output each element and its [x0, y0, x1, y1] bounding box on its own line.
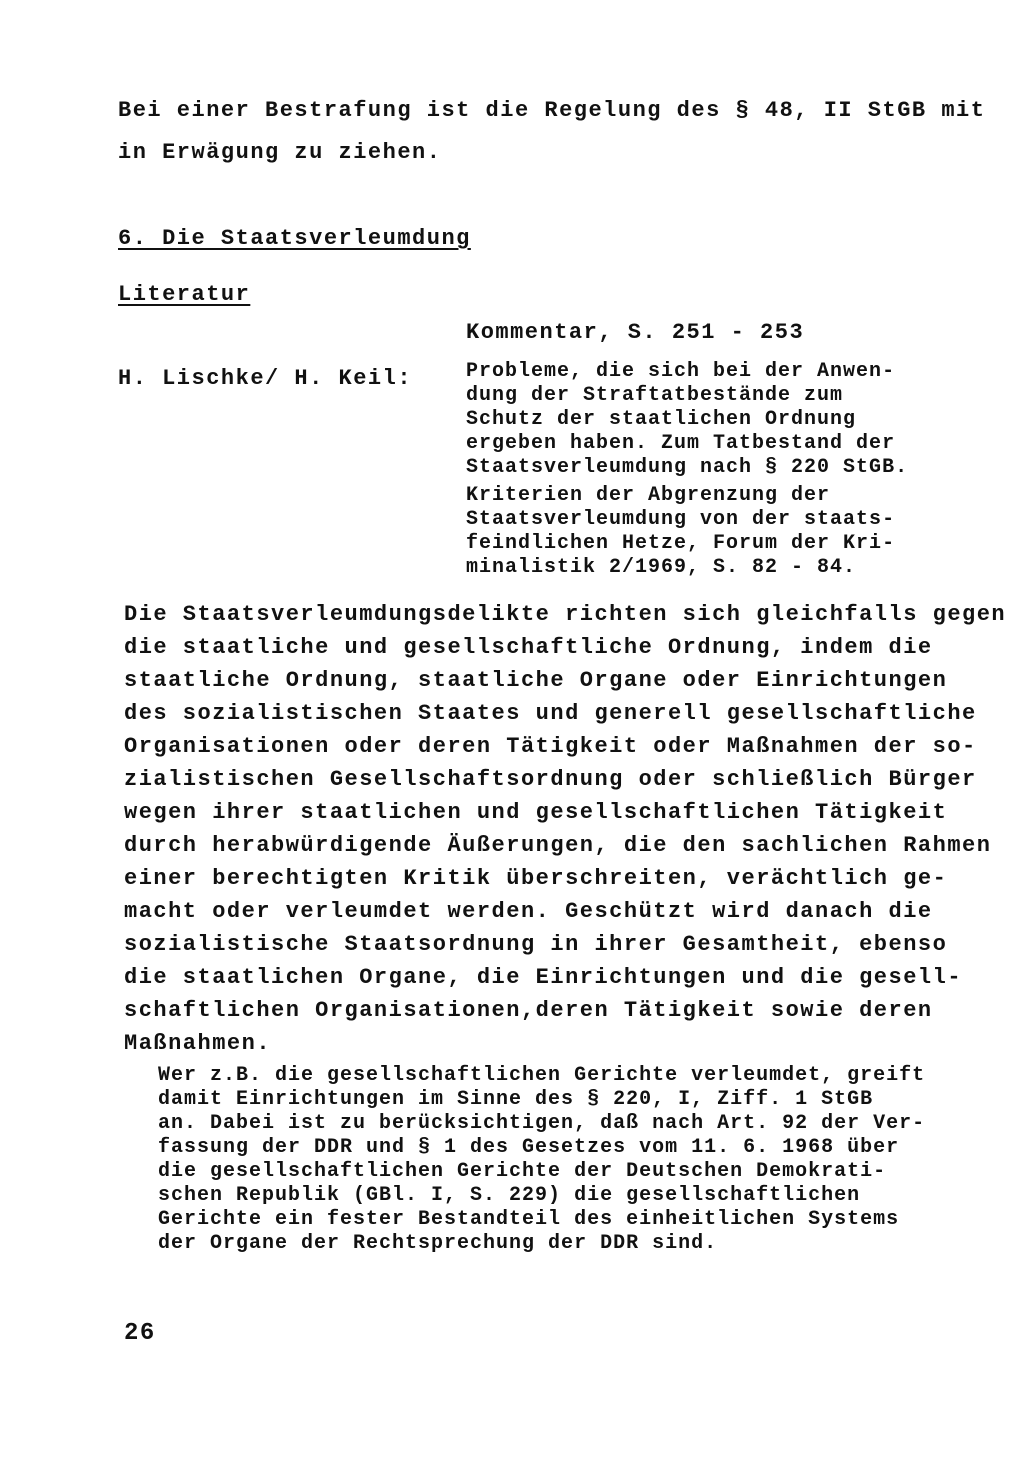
reference-1-line: Staatsverleumdung nach § 220 StGB. — [466, 456, 909, 479]
body-line: wegen ihrer staatlichen und gesellschaftlichen Tätigkeit — [124, 800, 948, 825]
body-line: durch herabwürdigende Äußerungen, die den sachlichen Rahmen — [124, 833, 992, 858]
reference-1-line: Schutz der staatlichen Ordnung — [466, 408, 857, 431]
reference-1-line: Probleme, die sich bei der Anwen- — [466, 360, 896, 383]
body-line: zialistischen Gesellschaftsordnung oder schließlich Bürger — [124, 767, 977, 792]
body-line: die staatlichen Organe, die Einrichtungen und die gesell- — [124, 965, 963, 990]
body-line: schaftlichen Organisationen,deren Tätigkeit sowie deren — [124, 998, 933, 1023]
reference-2-line: Kriterien der Abgrenzung der — [466, 484, 831, 507]
body-line: einer berechtigten Kritik überschreiten, verächtlich ge- — [124, 866, 948, 891]
body-line: die staatliche und gesellschaftliche Ordnung, indem die — [124, 635, 933, 660]
body-line: des sozialistischen Staates und generell gesellschaftliche — [124, 701, 977, 726]
reference-kommentar: Kommentar, S. 251 - 253 — [466, 320, 805, 345]
body-line: staatliche Ordnung, staatliche Organe oder Einrichtungen — [124, 668, 948, 693]
reference-author: H. Lischke/ H. Keil: — [118, 366, 413, 391]
section-heading: 6. Die Staatsverleumdung — [118, 226, 471, 251]
note-line: fassung der DDR und § 1 des Gesetzes vom 11. 6. 1968 über — [158, 1136, 900, 1159]
intro-line: Bei einer Bestrafung ist die Regelung des § 48, II StGB mit — [118, 98, 986, 123]
body-line: Organisationen oder deren Tätigkeit oder Maßnahmen der so- — [124, 734, 977, 759]
note-line: die gesellschaftlichen Gerichte der Deutschen Demokrati- — [158, 1160, 887, 1183]
reference-2-line: minalistik 2/1969, S. 82 - 84. — [466, 556, 857, 579]
body-line: macht oder verleumdet werden. Geschützt wird danach die — [124, 899, 933, 924]
note-line: schen Republik (GBl. I, S. 229) die gesellschaftlichen — [158, 1184, 861, 1207]
intro-line: in Erwägung zu ziehen. — [118, 140, 442, 165]
reference-2-line: feindlichen Hetze, Forum der Kri- — [466, 532, 896, 555]
note-line: an. Dabei ist zu berücksichtigen, daß nach Art. 92 der Ver- — [158, 1112, 926, 1135]
page-number: 26 — [124, 1320, 156, 1347]
body-line: Die Staatsverleumdungsdelikte richten sich gleichfalls gegen — [124, 602, 1007, 627]
reference-1-line: ergeben haben. Zum Tatbestand der — [466, 432, 896, 455]
note-line: Wer z.B. die gesellschaftlichen Gerichte verleumdet, greift — [158, 1064, 926, 1087]
note-line: damit Einrichtungen im Sinne des § 220, I, Ziff. 1 StGB — [158, 1088, 874, 1111]
reference-2-line: Staatsverleumdung von der staats- — [466, 508, 896, 531]
body-line: sozialistische Staatsordnung in ihrer Gesamtheit, ebenso — [124, 932, 948, 957]
note-line: Gerichte ein fester Bestandteil des einheitlichen Systems — [158, 1208, 900, 1231]
reference-1-line: dung der Straftatbestände zum — [466, 384, 844, 407]
body-line: Maßnahmen. — [124, 1031, 272, 1056]
note-line: der Organe der Rechtsprechung der DDR sind. — [158, 1232, 718, 1255]
literature-label: Literatur — [118, 282, 251, 307]
